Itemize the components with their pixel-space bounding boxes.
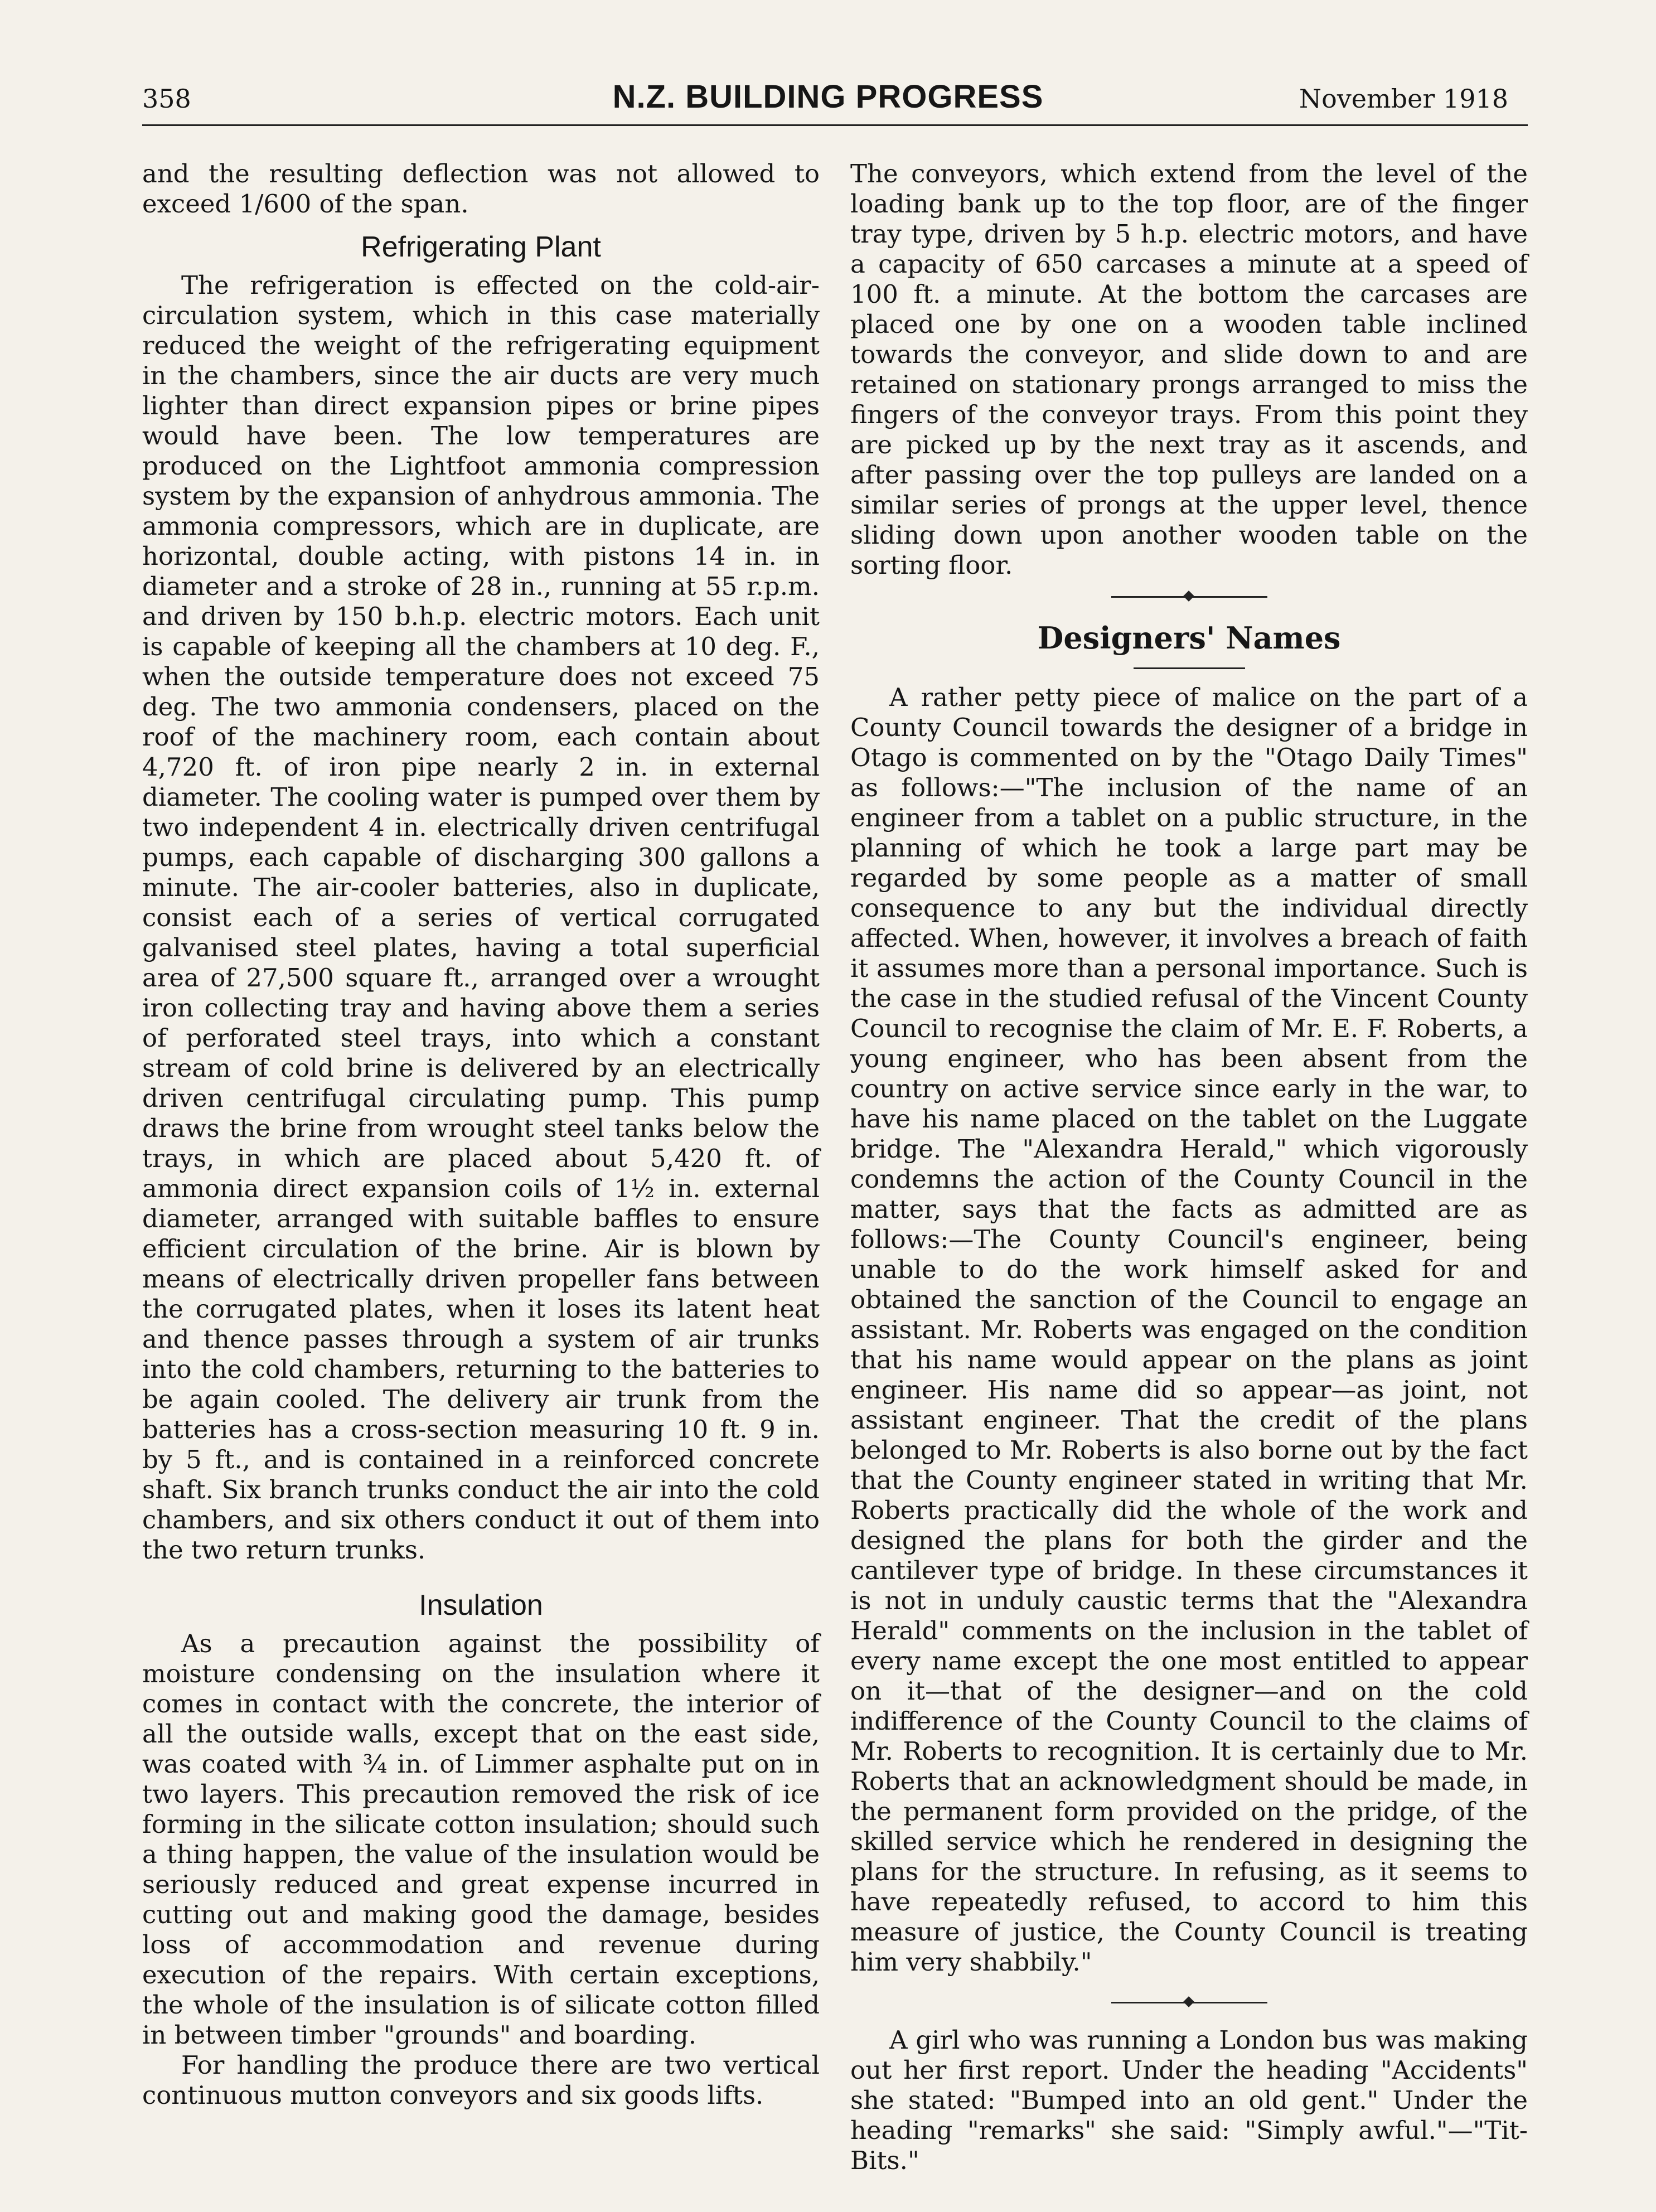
refrigerating-paragraph: The refrigeration is effected on the cold-air-circulation system, which in this case materially reduced the weight of the refrigerating equipment in the chambers, since the air ducts are very much lighter than direct expansion pipes or brine pipes would have been. The low temperatures are produced on the Lightfoot ammonia compression system by the expansion of anhydrous ammonia. The ammonia compressors, which are in duplicate, are horizontal, double acting, with pistons 14 in. in diameter and a stroke of 28 in., running at 55 r.p.m. and driven by 150 b.h.p. electric motors. Each unit is capable of keeping all the chambers at 10 deg. F., when the outside temperature does not exceed 75 deg. The two ammonia condensers, placed on the roof of the machinery room, each contain about 4,720 ft. of iron pipe nearly 2 in. in external diameter. The cooling water is pumped over them by two independent 4 in. electrically driven centrifugal pumps, each capable of discharging 300 gallons a minute. The air-cooler batteries, also in duplicate, consist each of a series of vertical corrugated galvanised steel plates, having a total superficial area of 27,500 square ft., arranged over a wrought iron collecting tray and having above them a series of perforated steel trays, into which a constant stream of cold brine is delivered by an electrically driven centrifugal circulating pump. This pump draws the brine from wrought steel tanks below the trays, in which are placed about 5,420 ft. of ammonia direct expansion coils of 1½ in. external diameter, arranged with suitable baffles to ensure efficient circulation of the brine. Air is blown by means of electrically driven propeller fans between the corrugated plates, when it loses its latent heat and thence passes through a system of air trunks into the cold chambers, returning to the batteries to be again cooled. The delivery air trunk from the batteries has a cross-section measuring 10 ft. 9 in. by 5 ft., and is contained in a reinforced concrete shaft. Six branch trunks conduct the air into the cold chambers, and six others conduct it out of them into the two return trunks. [142,270,820,1565]
page-number: 358 [142,84,191,114]
insulation-paragraph: As a precaution against the possibility of moisture condensing on the insulation where it comes in contact with the concrete, the interior of all the outside walls, except that on the east side, was coated with ¾ in. of Limmer asphalte put on in two layers. This precaution removed the risk of ice forming in the silicate cotton insulation; should such a thing happen, the value of the insulation would be seriously reduced and great expense incurred in cutting out and making good the damage, besides loss of accommodation and revenue during execution of the repairs. With certain exceptions, the whole of the insulation is of silicate cotton filled in between timber "grounds" and boarding. [142,1629,820,2050]
right-column [850,159,1528,2176]
section-divider-ornament [1111,588,1267,605]
continuation-paragraph: and the resulting deflection was not allowed to exceed 1/600 of the span. [142,159,820,219]
designers-paragraph: A rather petty piece of malice on the part of a County Council towards the designer of a bridge in Otago is commented on by the "Otago Daily Times" as follows:—"The inclusion of the name of an engineer from a tablet on a public structure, in the planning of which he took a large part may be regarded by some people as a matter of small consequence to any but the individual directly affected. When, however, it involves a breach of faith it assumes more than a personal importance. Such is the case in the studied refusal of the Vincent County Council to recognise the claim of Mr. E. F. Roberts, a young engineer, who has been absent from the country on active service since early in the war, to have his name placed on the tablet on the Luggate bridge. The "Alexandra Herald," which vigorously condemns the action of the County Council in the matter, says that the facts as admitted are as follows:—The County Council's engineer, being unable to do the work himself asked for and obtained the sanction of the Council to engage an assistant. Mr. Roberts was engaged on the condition that his name would appear on the plans as joint engineer. His name did so appear—as joint, not assistant engineer. That the credit of the plans belonged to Mr. Roberts is also borne out by the fact that the County engineer stated in writing that Mr. Roberts practically did the whole of the work and designed the plans for both the girder and the cantilever type of bridge. In these circumstances it is not in unduly caustic terms that the "Alexandra Herald" comments on the inclusion in the tablet of every name except the one most entitled to appear on it—that of the designer—and on the cold indifference of the County Council to the claims of Mr. Roberts to recognition. It is certainly due to Mr. Roberts that an acknowledgment should be made, in the permanent form provided on the pridge, of the skilled service which he rendered in designing the plans for the structure. In refusing, as it seems to have repeatedly refused, to accord to him this measure of justice, the County Council is treating him very shabbily." [850,683,1528,1977]
running-header [0,0,1656,145]
header-rule [142,124,1528,126]
insulation-heading: Insulation [419,1589,543,1622]
conveyors-paragraph: The conveyors, which extend from the level of the loading bank up to the top floor, are of the finger tray type, driven by 5 h.p. electric motors, and have a capacity of 650 carcases a minute at a speed of 100 ft. a minute. At the bottom the carcases are placed one by one on a wooden table inclined towards the conveyor, and slide down to and are retained on stationary prongs arranged to miss the fingers of the conveyor trays. From this point they are picked up by the next tray as it ascends, and after passing over the top pulleys are landed on a similar series of prongs at the upper level, thence sliding down upon another wooden table on the sorting floor. [850,159,1528,580]
heading-underline-rule [1134,667,1245,669]
anecdote-paragraph: A girl who was running a London bus was making out her first report. Under the heading "Accidents" she stated: "Bumped into an old gent." Under the heading "remarks" she said: "Simply awful."—"Tit-Bits." [850,2025,1528,2175]
refrigerating-plant-heading: Refrigerating Plant [361,231,601,263]
designers-names-heading: Designers' Names [1037,620,1341,656]
left-column [142,159,820,2111]
issue-date: November 1918 [1299,84,1508,114]
produce-handling-paragraph: For handling the produce there are two vertical continuous mutton conveyors and six goods lifts. [142,2050,820,2110]
section-divider-ornament [1111,1994,1267,2011]
magazine-title: N.Z. BUILDING PROGRESS [612,79,1044,115]
